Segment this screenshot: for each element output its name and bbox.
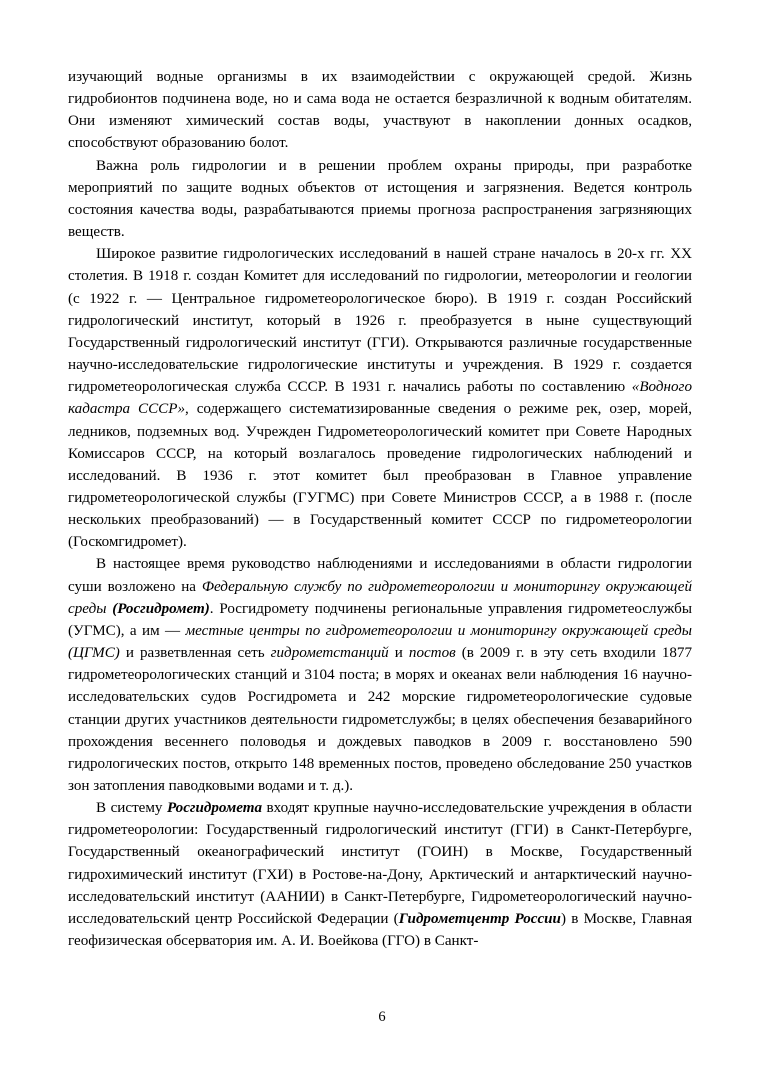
text-run: (в 2009 г. в эту сеть входили 1877 гидрометеорологических станций и 3104 поста; в морях и океанах вели наблюдения 16 научно-исследовательских судов Росгидромета и 242 морские гидрометеорологические судовые станции других участников деятельности гидрометслужбы; в целях обеспечения безаварийного прохождения весеннего половодья и дождевых паводков в 2009 г. восстановлено 590 гидрологических постов, открыто 148 временных постов, проведено обследование 250 участков зон затопления паводковыми водами и т. д.). [68, 645, 693, 794]
page-body-text [68, 66, 692, 952]
text-run: В систему [96, 800, 167, 817]
text-run: В настоящее время руководство наблюдениями и исследованиями в области гидрологии суши возложено на [68, 556, 692, 595]
bold-italic-run: Росгидромета [167, 800, 263, 817]
text-run: изучающий водные организмы в их взаимодействии с окружающей средой. Жизнь гидробионтов подчинена воде, но и сама вода не остается безразличной к водным обитателям. Они изменяют химический состав воды, участвуют в накоплении донных осадков, способствуют образованию болот. [68, 69, 692, 152]
text-run: Широкое развитие гидрологических исследований в нашей стране началось в 20-х гг. XX столетия. В 1918 г. создан Комитет для исследований по гидрологии, метеорологии и геологии (с 1922 г. — Центральное гидрометеорологическое бюро). В 1919 г. создан Российский гидрологический институт, который в 1926 г. преобразуется в ныне существующий Государственный гидрологический институт (ГГИ). Открываются различные государственные научно-исследовательские гидрологические институты и учреждения. В 1929 г. создается гидрометеорологическая служба СССР. В 1931 г. начались работы по составлению [68, 246, 692, 396]
text-run: и разветвленная сеть [119, 645, 271, 662]
paragraph [68, 155, 692, 244]
text-run: , содержащего систематизированные сведения о режиме рек, озер, морей, ледников, подземных вод. Учрежден Гидрометеорологический комитет при Совете Народных Комиссаров СССР, на который возлагалось проведение гидрологических наблюдений и исследований. В 1936 г. этот комитет был преобразован в Главное управление гидрометеорологической службы (ГУГМС) при Совете Министров СССР, а в 1988 г. (после нескольких преобразований) — в Государственный комитет СССР по гидрометеорологии (Госкомгидромет). [68, 401, 692, 551]
italic-run: Федеральную службу по гидрометеорологии и мониторингу окружающей среды [68, 578, 693, 617]
paragraph [68, 797, 692, 952]
italic-run: «Водного кадастра СССР» [68, 379, 692, 418]
text-run: и [388, 645, 409, 662]
paragraph [68, 243, 692, 553]
text-run: . Росгидромету подчинены региональные управления гидрометеослужбы (УГМС), а им — [68, 600, 692, 639]
page-number: 6 [378, 1009, 386, 1025]
text-run: входят крупные научно-исследовательские учреждения в области гидрометеорологии: Государственный гидрологический институт (ГГИ) в Санкт-Петербурге, Государственный океанографический институт (ГОИН) в Москве, Государственный гидрохимический институт (ГХИ) в Ростове-на-Дону, Арктический и антарктический научно-исследовательский институт (ААНИИ) в Санкт-Петербурге, Гидрометеорологический научно-исследовательский центр Российской Федерации ( [68, 800, 692, 927]
bold-italic-run: (Росгидромет) [112, 600, 210, 617]
paragraph [68, 553, 692, 797]
paragraph [68, 66, 692, 155]
text-run: Важна роль гидрологии и в решении проблем охраны природы, при разработке мероприятий по защите водных объектов от истощения и загрязнения. Ведется контроль состояния качества воды, разрабатываются приемы прогноза распространения загрязняющих веществ. [68, 157, 692, 241]
bold-italic-run: Гидрометцентр России [398, 910, 561, 927]
text-run: ) в Москве, Главная геофизическая обсерватория им. А. И. Воейкова (ГГО) в Санкт- [68, 910, 693, 950]
italic-run: гидрометстанций [270, 645, 389, 662]
italic-run: постов [408, 645, 456, 662]
italic-run: местные центры по гидрометеорологии и мониторингу окружающей среды (ЦГМС) [68, 622, 692, 662]
